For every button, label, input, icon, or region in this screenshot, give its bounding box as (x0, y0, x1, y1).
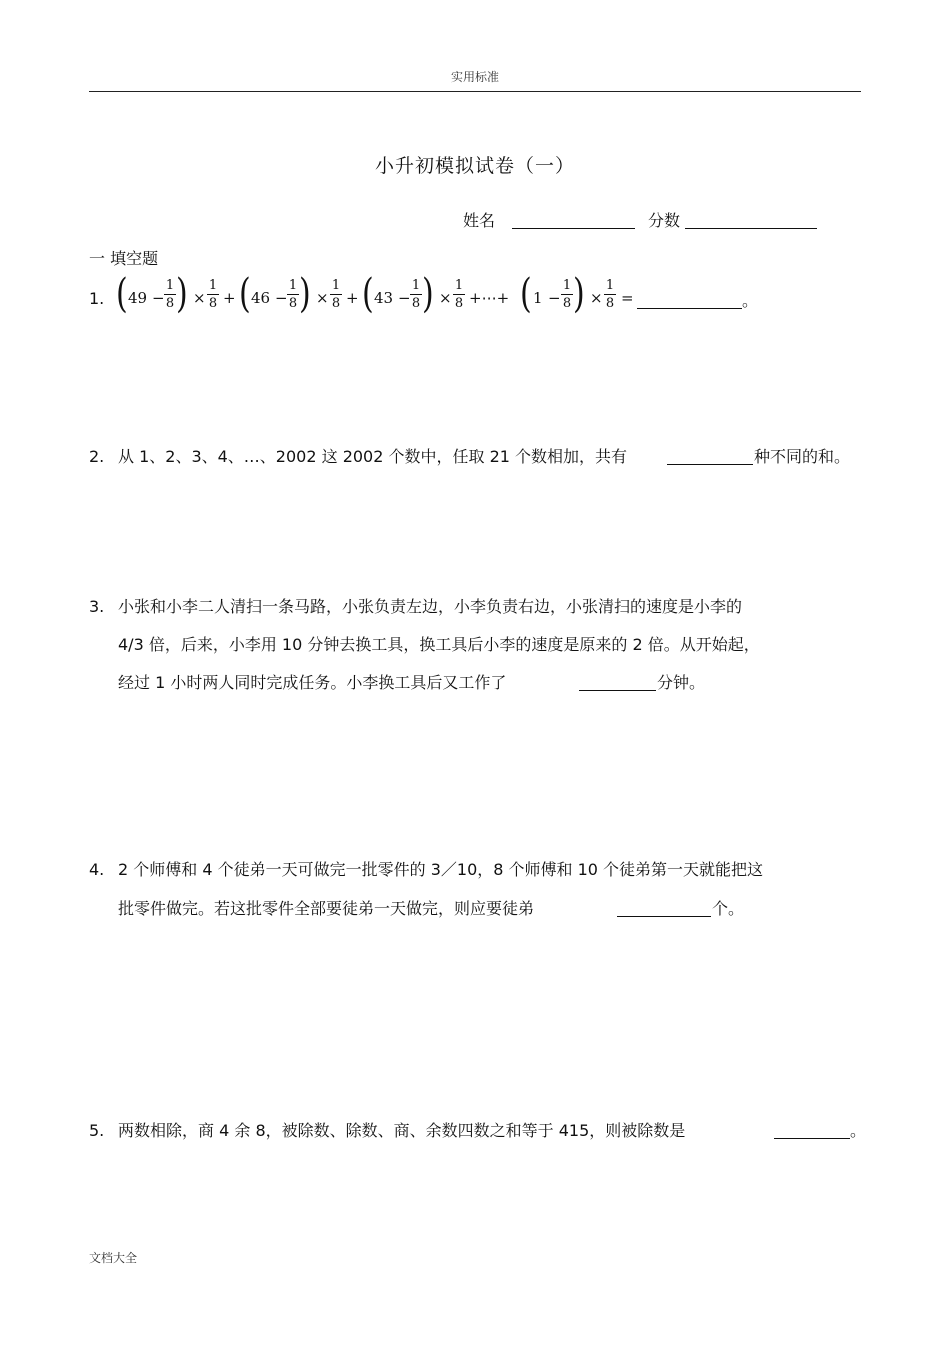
fraction: 1 8 (605, 278, 615, 311)
fraction: 1 8 (411, 278, 421, 311)
question-number: 1. (89, 289, 105, 308)
question-1-suffix: 。 (742, 291, 759, 310)
question-3 (89, 597, 869, 697)
close-paren: ) (572, 271, 585, 317)
open-paren: ( (115, 271, 128, 317)
page-footer: 文档大全 (89, 1251, 138, 1265)
fraction: 1 8 (331, 278, 341, 311)
term: 43 (374, 289, 394, 307)
question-text: 批零件做完。若这批零件全部要徒弟一天做完，则应要徒弟 (118, 899, 535, 918)
times-sign: × (316, 289, 329, 307)
score-blank[interactable] (685, 211, 817, 230)
ellipsis-sign: +⋯+ (469, 289, 510, 307)
equals-sign: = (621, 289, 634, 307)
fraction: 1 8 (208, 278, 218, 311)
open-paren: ( (361, 271, 374, 317)
question-number: 4. (89, 860, 105, 879)
exam-title: 小升初模拟试卷（一） (374, 155, 575, 177)
times-sign: × (590, 289, 603, 307)
question-number: 5. (89, 1121, 105, 1140)
question-text: 两数相除，商 4 余 8，被除数、除数、商、余数四数之和等于 415，则被除数是 (118, 1121, 686, 1140)
question-text: 从 1、2、3、4、…、2002 这 2002 个数中，任取 21 个数相加，共有 (118, 447, 628, 466)
question-2 (89, 447, 869, 467)
answer-blank-2[interactable] (667, 447, 753, 466)
question-5 (89, 1121, 869, 1141)
question-text: 小张和小李二人清扫一条马路，小张负责左边，小李负责右边，小张清扫的速度是小李的 (118, 597, 743, 616)
question-text: 经过 1 小时两人同时完成任务。小李换工具后又工作了 (118, 673, 507, 692)
question-text: 。 (850, 1121, 867, 1140)
question-4 (89, 860, 869, 920)
term: 46 (251, 289, 271, 307)
close-paren: ) (175, 271, 188, 317)
times-sign: × (439, 289, 452, 307)
header-rule (89, 91, 861, 92)
minus-sign: − (152, 289, 165, 307)
question-text: 个。 (712, 899, 745, 918)
page-header: 实用标准 (450, 70, 499, 84)
answer-blank-4[interactable] (617, 899, 711, 918)
answer-blank-1[interactable] (637, 291, 742, 310)
times-sign: × (193, 289, 206, 307)
close-paren: ) (298, 271, 311, 317)
score-label: 分数 (648, 211, 681, 230)
term: 49 (128, 289, 148, 307)
fraction: 1 8 (288, 278, 298, 311)
name-label: 姓名 (463, 211, 496, 230)
fraction: 1 8 (165, 278, 175, 311)
question-number: 2. (89, 447, 105, 466)
plus-sign: + (223, 289, 236, 307)
fraction: 1 8 (454, 278, 464, 311)
answer-blank-5[interactable] (774, 1121, 850, 1140)
question-text: 2 个师傅和 4 个徒弟一天可做完一批零件的 3／10，8 个师傅和 10 个徒弟第一天就能把这 (118, 860, 764, 879)
question-text: 种不同的和。 (754, 447, 851, 466)
plus-sign: + (346, 289, 359, 307)
question-text: 分钟。 (657, 673, 706, 692)
name-blank[interactable] (512, 211, 635, 230)
fraction: 1 8 (562, 278, 572, 311)
open-paren: ( (238, 271, 251, 317)
minus-sign: − (548, 289, 561, 307)
question-number: 3. (89, 597, 105, 616)
close-paren: ) (421, 271, 434, 317)
answer-blank-3[interactable] (579, 673, 656, 692)
open-paren: ( (519, 271, 532, 317)
minus-sign: − (275, 289, 288, 307)
section-heading: 一 填空题 (89, 249, 159, 268)
term: 1 (533, 289, 543, 307)
question-text: 4/3 倍，后来，小李用 10 分钟去换工具，换工具后小李的速度是原来的 2 倍。从开始起， (118, 635, 760, 654)
minus-sign: − (398, 289, 411, 307)
